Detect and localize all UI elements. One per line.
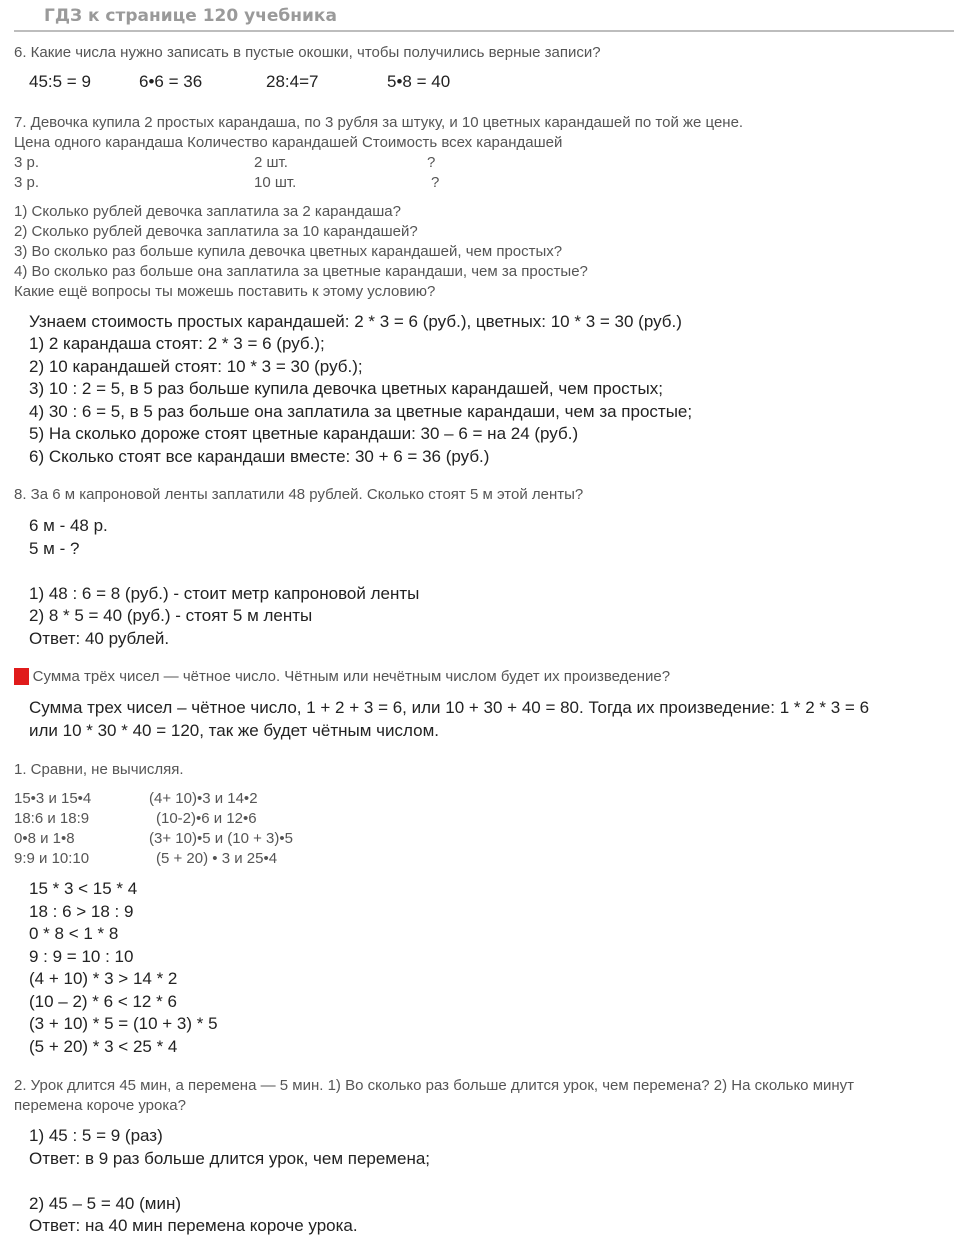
task1-solution-line: 9 : 9 = 10 : 10	[29, 947, 134, 966]
task1-solution-line: (3 + 10) * 5 = (10 + 3) * 5	[29, 1014, 218, 1033]
task1-solution-line: 18 : 6 > 18 : 9	[29, 902, 134, 921]
task1-right-item: (10-2)•6 и 12•6	[156, 810, 257, 827]
task6-answer-4: 5•8 = 40	[387, 72, 451, 91]
task1-solution-line: (4 + 10) * 3 > 14 * 2	[29, 969, 178, 988]
task1-question: 1. Сравни, не вычисляя.	[14, 761, 184, 778]
task9-question: Сумма трёх чисел — чётное число. Чётным или нечётным числом будет их произведение?	[28, 668, 671, 685]
task2-solution-line: 1) 45 : 5 = 9 (раз)	[29, 1126, 163, 1145]
task7-solution-line: 3) 10 : 2 = 5, в 5 раз больше купила девочка цветных карандашей, чем простых;	[29, 379, 663, 398]
task2-solution-line: Ответ: на 40 мин перемена короче урока.	[29, 1216, 358, 1235]
task7-question: 7. Девочка купила 2 простых карандаша, по 3 рубля за штуку, и 10 цветных карандашей по той же цене.	[14, 114, 744, 131]
task1-right-item: (3+ 10)•5 и (10 + 3)•5	[149, 830, 293, 847]
task1-solution-line: 0 * 8 < 1 * 8	[29, 924, 119, 943]
task6-answer-3: 28:4=7	[266, 72, 319, 91]
task7-subquestion: 1) Сколько рублей девочка заплатила за 2 карандаша?	[14, 203, 401, 220]
task1-left-item: 15•3 и 15•4	[14, 790, 92, 807]
task8-question: 8. За 6 м капроновой ленты заплатили 48 рублей. Сколько стоят 5 м этой ленты?	[14, 486, 584, 503]
task7-subquestion: Какие ещё вопросы ты можешь поставить к этому условию?	[14, 283, 436, 300]
task7-row2-total: ?	[431, 174, 440, 191]
task1-left-item: 18:6 и 18:9	[14, 810, 90, 827]
task9-question-line	[14, 667, 670, 687]
task1-solution-line: (5 + 20) * 3 < 25 * 4	[29, 1037, 178, 1056]
task8-given: 5 м - ?	[29, 539, 80, 558]
task6-answer-1: 45:5 = 9	[29, 72, 91, 91]
task1-right-item: (5 + 20) • 3 и 25•4	[156, 850, 278, 867]
task1-solution-line: (10 – 2) * 6 < 12 * 6	[29, 992, 177, 1011]
task7-subquestion: 3) Во сколько раз больше купила девочка цветных карандашей, чем простых?	[14, 243, 563, 260]
task8-given: 6 м - 48 р.	[29, 516, 108, 535]
task9-solution-line: Сумма трех чисел – чётное число, 1 + 2 + 3 = 6, или 10 + 30 + 40 = 80. Тогда их произведение: 1 * 2 * 3 = 6	[29, 698, 870, 717]
task7-solution-line: Узнаем стоимость простых карандашей: 2 * 3 = 6 (руб.), цветных: 10 * 3 = 30 (руб.)	[29, 312, 682, 331]
task8-solution-line: 2) 8 * 5 = 40 (руб.) - стоят 5 м ленты	[29, 606, 313, 625]
task2-question-line: 2. Урок длится 45 мин, а перемена — 5 мин. 1) Во сколько раз больше длится урок, чем перемена? 2) На сколько минут	[14, 1077, 855, 1094]
task9-number: 9.	[15, 668, 28, 685]
page-title: ГДЗ к странице 120 учебника	[44, 6, 337, 26]
task7-row2-qty: 10 шт.	[254, 174, 297, 191]
task7-row1-price: 3 р.	[14, 154, 40, 171]
page-header	[14, 0, 954, 32]
task1-left-item: 0•8 и 1•8	[14, 830, 75, 847]
task7-solution-line: 1) 2 карандаша стоят: 2 * 3 = 6 (руб.);	[29, 334, 325, 353]
task7-row2-price: 3 р.	[14, 174, 40, 191]
task7-solution-line: 5) На сколько дороже стоят цветные карандаши: 30 – 6 = на 24 (руб.)	[29, 424, 579, 443]
task8-solution-line: 1) 48 : 6 = 8 (руб.) - стоит метр капроновой ленты	[29, 584, 420, 603]
task6-question: 6. Какие числа нужно записать в пустые окошки, чтобы получились верные записи?	[14, 44, 601, 61]
task7-solution-line: 6) Сколько стоят все карандаши вместе: 30 + 6 = 36 (руб.)	[29, 447, 490, 466]
task7-solution-line: 2) 10 карандашей стоят: 10 * 3 = 30 (руб.);	[29, 357, 363, 376]
task7-solution-line: 4) 30 : 6 = 5, в 5 раз больше она заплатила за цветные карандаши, чем за простые;	[29, 402, 693, 421]
task8-solution-line: Ответ: 40 рублей.	[29, 629, 170, 648]
task1-solution-line: 15 * 3 < 15 * 4	[29, 879, 138, 898]
task2-question-line: перемена короче урока?	[14, 1097, 186, 1114]
task1-right-item: (4+ 10)•3 и 14•2	[149, 790, 258, 807]
task7-row1-qty: 2 шт.	[254, 154, 288, 171]
task7-row1-total: ?	[427, 154, 436, 171]
task2-solution-line: Ответ: в 9 раз больше длится урок, чем перемена;	[29, 1149, 431, 1168]
task7-subquestion: 4) Во сколько раз больше она заплатила за цветные карандаши, чем за простые?	[14, 263, 588, 280]
task1-left-item: 9:9 и 10:10	[14, 850, 90, 867]
task7-subquestion: 2) Сколько рублей девочка заплатила за 10 карандашей?	[14, 223, 418, 240]
task9-solution-line: или 10 * 30 * 40 = 120, так же будет чётным числом.	[29, 721, 439, 740]
task6-answer-2: 6•6 = 36	[139, 72, 203, 91]
task7-table-header: Цена одного карандаша Количество карандашей Стоимость всех карандашей	[14, 134, 563, 151]
task2-solution-line: 2) 45 – 5 = 40 (мин)	[29, 1194, 182, 1213]
